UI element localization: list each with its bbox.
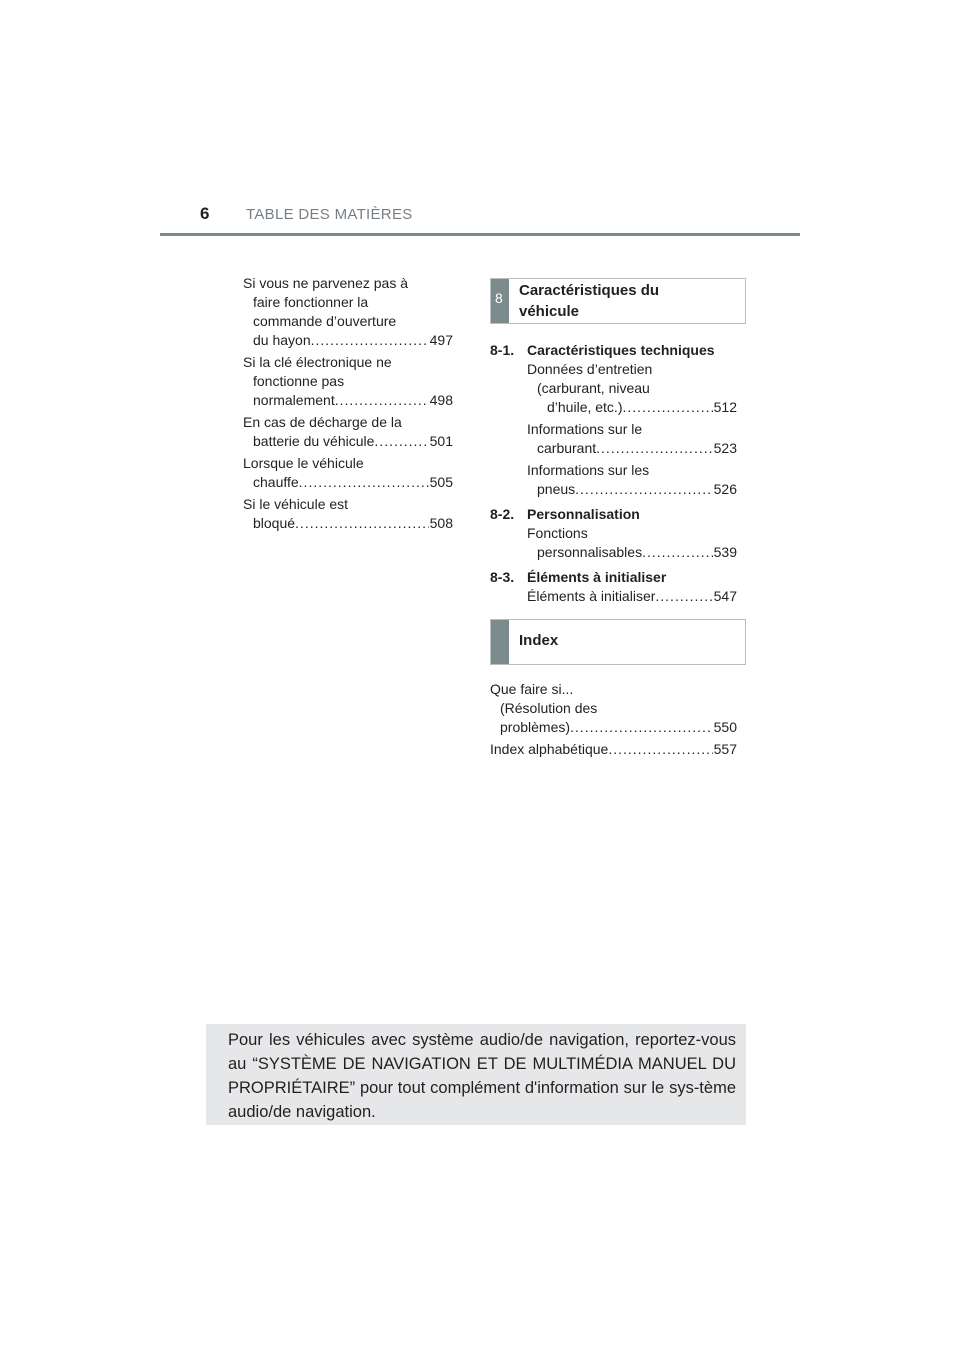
- toc-entry-leader: [527, 439, 737, 458]
- toc-entry-text: (carburant, niveau: [537, 380, 650, 396]
- toc-entry-text: bloqué: [253, 515, 296, 531]
- toc-entry[interactable]: [490, 680, 737, 737]
- page-number: 6: [200, 204, 210, 223]
- chapter-number: 8: [495, 290, 503, 306]
- toc-entry-text: Données d’entretien: [527, 361, 653, 377]
- section-number: 8-3.: [490, 569, 515, 585]
- toc-entry-leader: [527, 587, 737, 606]
- header-rule: [160, 233, 800, 236]
- toc-page-number: 497: [429, 332, 453, 348]
- toc-entry-text: personnalisables: [537, 544, 643, 560]
- toc-entry-text: Si le véhicule est: [243, 496, 349, 512]
- toc-page-number: 550: [713, 719, 737, 735]
- toc-entry-text: Que faire si...: [490, 681, 574, 697]
- chapter-8-heading[interactable]: [490, 278, 746, 324]
- toc-entry[interactable]: [243, 495, 453, 533]
- dot-leader: [570, 718, 713, 737]
- toc-entry-leader: [243, 514, 453, 533]
- dot-leader: [335, 391, 429, 410]
- toc-entry-text: Si vous ne parvenez pas à: [243, 275, 408, 291]
- toc-entry-leader: [490, 740, 737, 759]
- page-header-title: TABLE DES MATIÈRES: [246, 206, 413, 223]
- section-title: Caractéristiques techniques: [527, 342, 715, 358]
- navigation-note-box: [206, 1024, 746, 1125]
- dot-leader: [655, 587, 712, 606]
- dot-leader: [642, 543, 713, 562]
- dot-leader: [622, 398, 712, 417]
- toc-entry[interactable]: [527, 420, 737, 458]
- index-contents: [490, 680, 737, 762]
- toc-entry-text: du hayon: [253, 332, 311, 348]
- toc-entry-text: Index alphabétique: [490, 741, 609, 757]
- toc-page-number: 526: [713, 481, 737, 497]
- toc-entry-text: Informations sur les: [527, 462, 650, 478]
- chapter-8-contents: [490, 335, 737, 609]
- toc-entry-text: Éléments à initialiser: [527, 588, 656, 604]
- section-heading[interactable]: [490, 568, 737, 587]
- toc-entry-text: commande d’ouverture: [253, 313, 397, 329]
- toc-page-number: 539: [713, 544, 737, 560]
- index-title: Index: [519, 632, 559, 649]
- toc-page-number: 498: [429, 392, 453, 408]
- navigation-note-text: Pour les véhicules avec système audio/de navigation, reportez-vous au “SYSTÈME DE NAVIGATION ET DE MULTIMÉDIA MANUEL DU PROPRIÉTAIRE” pour tout complément d'information sur le sys-tème audio/de navigation.: [228, 1031, 736, 1121]
- toc-entry-leader: [527, 398, 737, 417]
- toc-entry[interactable]: [243, 413, 453, 451]
- toc-entry-text: (Résolution des: [500, 700, 598, 716]
- chapter-title-line: Caractéristiques du: [519, 282, 660, 299]
- toc-page-number: 512: [713, 399, 737, 415]
- toc-entry-text: chauffe: [253, 474, 299, 490]
- toc-entry-text: normalement: [253, 392, 335, 408]
- toc-page-number: 557: [713, 741, 737, 757]
- toc-entry-text: Lorsque le véhicule: [243, 455, 364, 471]
- toc-entry-leader: [527, 543, 737, 562]
- toc-entry-text: problèmes): [500, 719, 571, 735]
- toc-entry[interactable]: [243, 274, 453, 350]
- toc-entry-leader: [243, 331, 453, 350]
- section-heading[interactable]: [490, 341, 737, 360]
- section-title: Personnalisation: [527, 506, 640, 522]
- toc-entry-leader: [243, 432, 453, 451]
- toc-page-number: 523: [713, 440, 737, 456]
- toc-entry[interactable]: [527, 524, 737, 562]
- section-items: [490, 524, 737, 562]
- toc-entry-text: faire fonctionner la: [253, 294, 369, 310]
- index-heading[interactable]: [490, 619, 746, 665]
- toc-entry[interactable]: [243, 454, 453, 492]
- toc-entry-text: carburant: [537, 440, 597, 456]
- chapter-title: [519, 280, 659, 322]
- dot-leader: [608, 740, 712, 759]
- toc-page-number: 505: [429, 474, 453, 490]
- toc-page-number: 547: [713, 588, 737, 604]
- dot-leader: [311, 331, 429, 350]
- dot-leader: [596, 439, 712, 458]
- toc-entry-text: En cas de décharge de la: [243, 414, 402, 430]
- toc-page-number: 508: [429, 515, 453, 531]
- toc-entry[interactable]: [527, 461, 737, 499]
- section-number: 8-1.: [490, 342, 515, 358]
- section-heading[interactable]: [490, 505, 737, 524]
- dot-leader: [575, 480, 712, 499]
- toc-entry[interactable]: [243, 353, 453, 410]
- chapter-tab: [491, 279, 509, 323]
- toc-entry-leader: [527, 480, 737, 499]
- toc-page-number: 501: [429, 433, 453, 449]
- toc-entry-text: d’huile, etc.): [547, 399, 623, 415]
- section-title: Éléments à initialiser: [527, 569, 667, 585]
- dot-leader: [374, 432, 428, 451]
- section-items: [490, 587, 737, 606]
- toc-entry[interactable]: [527, 587, 737, 606]
- section-number: 8-2.: [490, 506, 515, 522]
- toc-entry-text: batterie du véhicule: [253, 433, 375, 449]
- dot-leader: [299, 473, 429, 492]
- toc-entry[interactable]: [527, 360, 737, 417]
- toc-entry-leader: [490, 718, 737, 737]
- toc-entry-leader: [243, 391, 453, 410]
- dot-leader: [295, 514, 429, 533]
- chapter-title-line: véhicule: [519, 303, 580, 320]
- toc-entry-text: pneus: [537, 481, 576, 497]
- toc-entry-leader: [243, 473, 453, 492]
- toc-entry-text: Si la clé électronique ne: [243, 354, 392, 370]
- toc-entry-text: Fonctions: [527, 525, 588, 541]
- toc-entry-text: Informations sur le: [527, 421, 643, 437]
- toc-entry[interactable]: [490, 740, 737, 759]
- chapter-tab: [491, 620, 509, 664]
- toc-left-column: [243, 274, 453, 536]
- section-items: [490, 360, 737, 499]
- toc-entry-text: fonctionne pas: [253, 373, 345, 389]
